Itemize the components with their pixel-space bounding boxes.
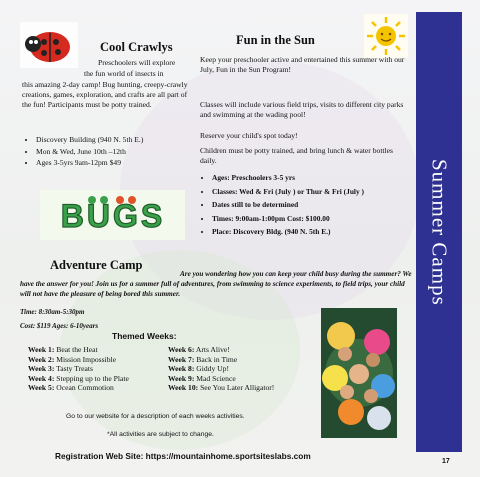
sun-icon bbox=[364, 14, 408, 58]
weeks-left-table bbox=[28, 345, 129, 393]
weeks-right-table bbox=[168, 345, 274, 393]
adventure-camp-title: Adventure Camp bbox=[50, 258, 143, 272]
week-row: Week 4: Stepping up to the Plate bbox=[28, 373, 129, 383]
week-row: Week 5: Ocean Commotion bbox=[28, 383, 114, 393]
fun-in-sun-para-1: Keep your preschooler active and entertained this summer with our July, Fun in the Sun Program! bbox=[200, 55, 405, 74]
sidebar-title-text: Summer Camps bbox=[427, 158, 452, 306]
fun-in-sun-bullets bbox=[200, 171, 426, 239]
sidebar-band bbox=[416, 12, 462, 452]
themed-weeks-heading: Themed Weeks: bbox=[112, 331, 177, 341]
week-row: Week 7: Back in Time bbox=[168, 354, 238, 364]
adventure-intro: Are you wondering how you can keep your child busy during the summer? We have the answer for you! Join us for a summer full of adventures, from swimming to science experiments, to field trips, your child will not have the pleasure of being bored this summer. bbox=[20, 270, 412, 298]
bullet-place: • Place: Discovery Bldg. (940 N. 5th E.) bbox=[212, 225, 426, 239]
week-row: Week 8: Giddy Up! bbox=[168, 364, 229, 374]
detail-dates: • Mon & Wed, June 10th –12th bbox=[36, 146, 211, 158]
fun-in-sun-para-4: Children must be potty trained, and bring lunch & water bottles daily. bbox=[200, 146, 393, 165]
cool-crawlys-intro-1: Preschoolers will explore bbox=[98, 58, 176, 67]
bugs-logo-text: BUGS bbox=[60, 198, 166, 234]
detail-location: • Discovery Building (940 N. 5th E.) bbox=[36, 134, 211, 146]
cool-crawlys-intro-2: the fun world of insects in bbox=[84, 69, 164, 78]
week-row: Week 10: See You Later Alligator! bbox=[168, 383, 275, 393]
page-number: 17 bbox=[442, 458, 450, 465]
week-row: Week 2: Mission Impossible bbox=[28, 354, 116, 364]
week-row: Week 1: Beat the Heat bbox=[28, 345, 98, 354]
bullet-classes: • Classes: Wed & Fri (July ) or Thur & Fri (July ) bbox=[212, 185, 426, 199]
kids-photo bbox=[321, 308, 397, 438]
sidebar-title bbox=[416, 12, 462, 452]
subject-note: *All activities are subject to change. bbox=[107, 431, 214, 438]
website-note: Go to our website for a description of each weeks activities. bbox=[66, 413, 245, 420]
week-row: Week 3: Tasty Treats bbox=[28, 364, 93, 374]
detail-ages: • Ages 3-5yrs 9am-12pm $49 bbox=[36, 157, 211, 169]
ladybug-icon bbox=[20, 22, 78, 68]
adventure-time: Time: 8:30am-5:30pm bbox=[20, 308, 85, 316]
registration-link[interactable]: Registration Web Site: https://mountainhome.sportsiteslabs.com bbox=[55, 451, 311, 461]
fun-in-sun-title: Fun in the Sun bbox=[236, 33, 315, 47]
adventure-cost: Cost: $119 Ages: 6-10years bbox=[20, 322, 99, 330]
bullet-ages: • Ages: Preschoolers 3-5 yrs bbox=[212, 171, 426, 185]
cool-crawlys-body: this amazing 2-day camp! Bug hunting, creepy-crawly creations, games, exploration, and crafts are all part of the fun! Participants must be potty trained. bbox=[22, 80, 188, 109]
cool-crawlys-details bbox=[24, 134, 211, 169]
week-row: Week 6: Arts Alive! bbox=[168, 345, 230, 354]
cool-crawlys-title: Cool Crawlys bbox=[100, 40, 173, 54]
fun-in-sun-para-3: Reserve your child's spot today! bbox=[200, 131, 298, 140]
week-row: Week 9: Mad Science bbox=[168, 373, 236, 383]
bullet-times: • Times: 9:00am-1:00pm Cost: $100.00 bbox=[212, 212, 426, 226]
fun-in-sun-para-2: Classes will include various field trips, visits to different city parks and swimming at the wading pool! bbox=[200, 100, 404, 119]
bullet-dates: • Dates still to be determined bbox=[212, 198, 426, 212]
bugs-logo bbox=[40, 190, 185, 240]
